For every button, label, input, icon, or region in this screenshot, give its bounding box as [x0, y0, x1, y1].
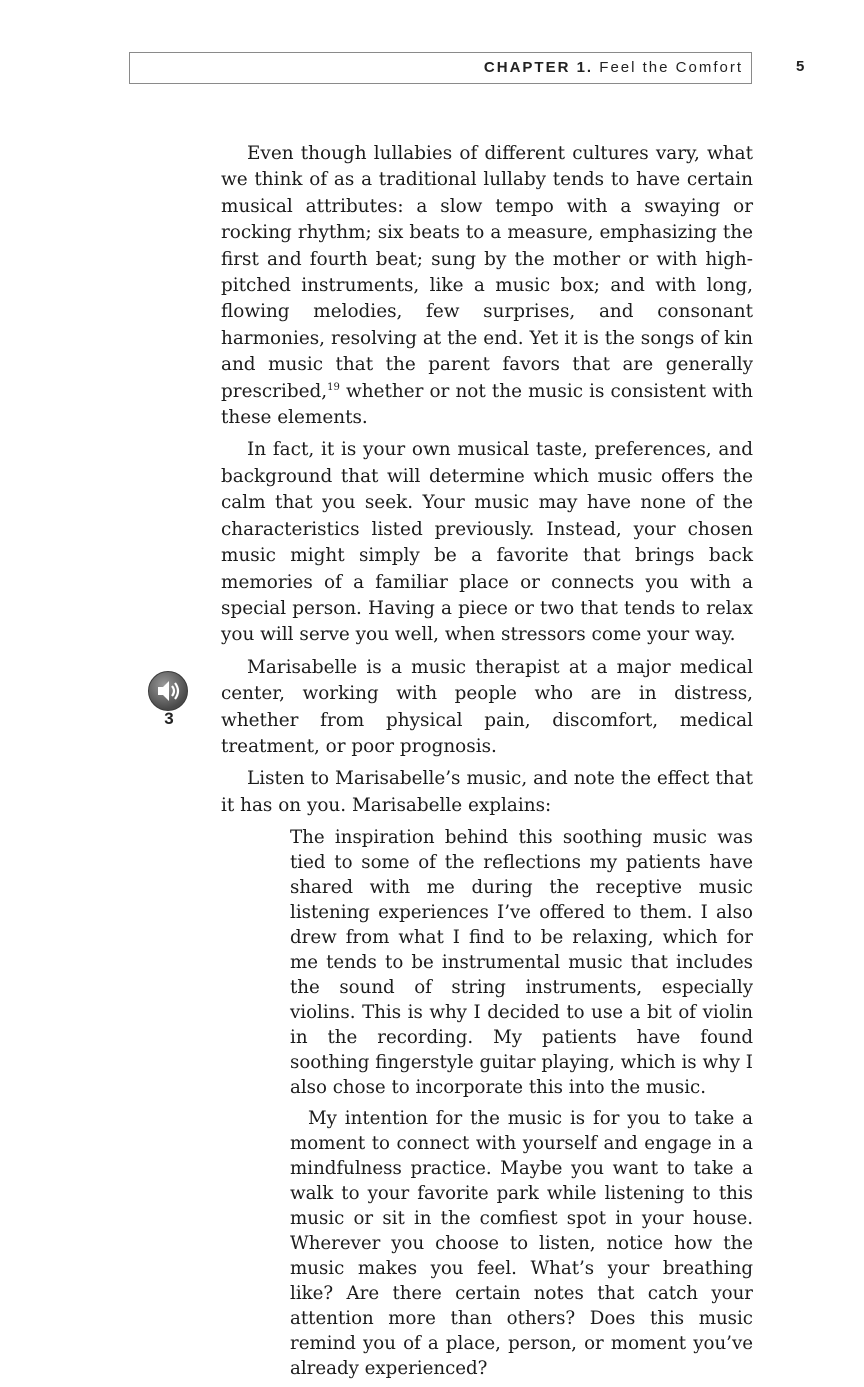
chapter-label: CHAPTER 1.: [483, 59, 594, 76]
paragraph: Listen to Marisabelle’s music, and note the effect that it has on you. Marisabelle explains:: [221, 768, 753, 816]
footnote-marker[interactable]: 19: [327, 381, 340, 393]
quote-paragraph: My intention for the music is for you to take a moment to connect with yourself and engage in a mindfulness practice. Maybe you want to take a walk to your favorite park while listening to this music or sit in the comfiest spot in your house. Wherever you choose to listen, notice how the music makes you feel. What’s your breathing like? Are there certain notes that catch your attention more than others? Does this music remind you of a place, person, or moment you’ve already experienced?: [290, 1108, 753, 1380]
paragraph: Marisabelle is a music therapist at a major medical center, working with people who are in distress, whether from physical pain, discomfort, medical treatment, or poor prognosis.: [221, 656, 753, 757]
paragraph: Even though lullabies of different cultures vary, what we think of as a traditional lullaby tends to have certain musical attributes: a slow tempo with a swaying or rocking rhythm; six beats to a measure, emphasizing the first and fourth beat; sung by the mother or with high-pitched instruments, like a music box; and with long, flowing melodies, few surprises, and consonant harmonies, resolving at the end. Yet it is the songs of kin and music that the parent favors that are generally prescribed,$^{19}$ whether or not the music is consistent with these elements.: [221, 143, 753, 429]
running-head-text: [484, 59, 743, 76]
page-number: 5: [796, 58, 805, 75]
running-header: [129, 52, 752, 84]
paragraph: In fact, it is your own musical taste, preferences, and background that will determine which music offers the calm that you seek. Your music may have none of the characteristics listed previously. Instead, your chosen music might simply be a favorite that brings back memories of a familiar place or connects you with a special person. Having a piece or two that tends to relax you will serve you well, when stressors come your way.: [221, 439, 753, 646]
chapter-title: Feel the Comfort: [599, 59, 743, 76]
audio-track-marker[interactable]: [148, 671, 190, 733]
quote-paragraph: The inspiration behind this soothing music was tied to some of the reflections my patients have shared with me during the receptive music listening experiences I’ve offered to them. I also drew from what I find to be relaxing, which for me tends to be instrumental music that includes the sound of string instruments, especially violins. This is why I decided to use a bit of violin in the recording. My patients have found soothing fingerstyle guitar playing, which is why I also chose to incorporate this into the music.: [290, 827, 753, 1099]
body-text: [221, 141, 753, 1387]
speaker-icon[interactable]: [148, 671, 188, 711]
track-number: 3: [164, 709, 174, 728]
block-quote: [290, 825, 753, 1381]
